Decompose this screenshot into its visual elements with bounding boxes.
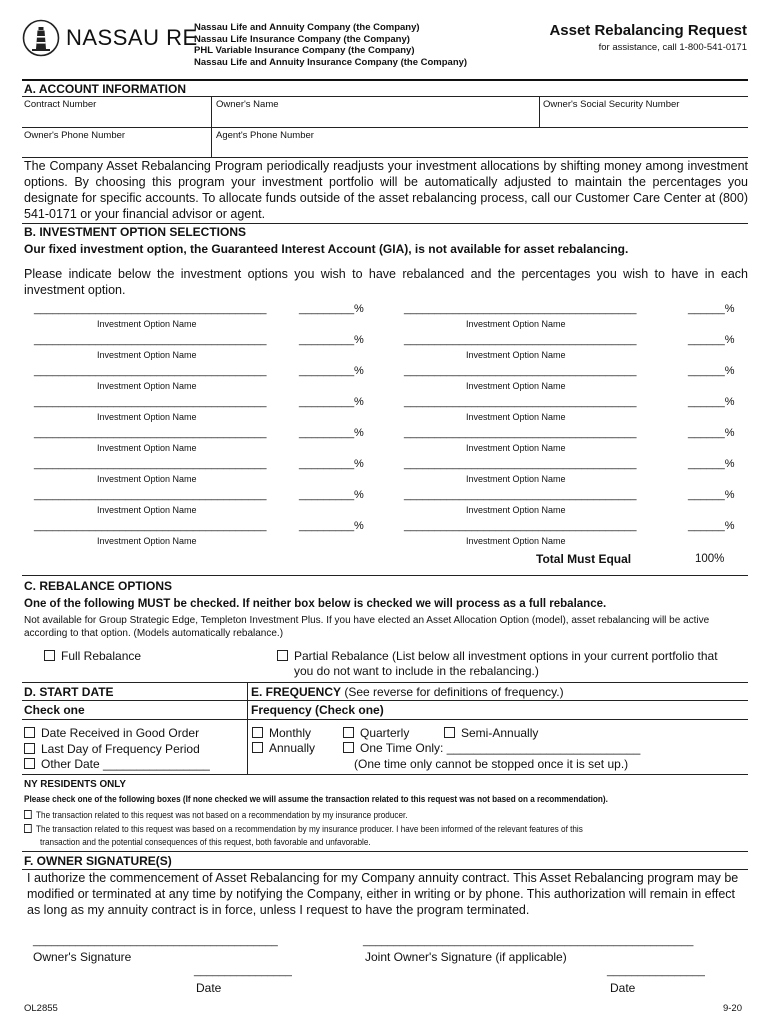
start-date-check-one: Check one bbox=[24, 703, 85, 717]
percentage-input-right[interactable]: ______% bbox=[688, 489, 735, 501]
lighthouse-icon bbox=[22, 19, 60, 57]
frequency-one-time[interactable] bbox=[343, 741, 640, 755]
investment-option-label: Investment Option Name bbox=[97, 350, 197, 360]
frequency-quarterly[interactable] bbox=[343, 726, 409, 740]
investment-option-label: Investment Option Name bbox=[97, 443, 197, 453]
investment-option-input-right[interactable]: ______________________________________ bbox=[404, 427, 637, 439]
percentage-input-left[interactable]: _________% bbox=[299, 303, 364, 315]
percentage-input-left[interactable]: _________% bbox=[299, 396, 364, 408]
percentage-input-left[interactable]: _________% bbox=[299, 365, 364, 377]
section-b-title: B. INVESTMENT OPTION SELECTIONS bbox=[24, 225, 247, 239]
partial-rebalance-label: Partial Rebalance (List below all investment options in your current portfolio that bbox=[294, 649, 718, 663]
checkbox[interactable] bbox=[24, 758, 35, 769]
section-a-title: A. ACCOUNT INFORMATION bbox=[24, 82, 186, 96]
percentage-input-left[interactable]: _________% bbox=[299, 334, 364, 346]
form-title: Asset Rebalancing Request bbox=[549, 22, 747, 39]
section-e-title: E. FREQUENCY bbox=[251, 685, 342, 699]
option-label: Last Day of Frequency Period bbox=[41, 741, 200, 756]
must-check-note: One of the following MUST be checked. If neither box below is checked we will process as a full rebalance. bbox=[24, 598, 607, 610]
investment-option-input-left[interactable]: ______________________________________ bbox=[34, 489, 267, 501]
investment-option-label: Investment Option Name bbox=[466, 412, 566, 422]
option-label: One Time Only: _____________________________ bbox=[360, 741, 641, 755]
percentage-input-left[interactable]: _________% bbox=[299, 489, 364, 501]
total-value: 100% bbox=[695, 553, 725, 565]
company-name: Nassau Life and Annuity Insurance Company (the Company) bbox=[194, 56, 468, 68]
percentage-input-right[interactable]: ______% bbox=[688, 458, 735, 470]
investment-option-input-left[interactable]: ______________________________________ bbox=[34, 396, 267, 408]
company-logo bbox=[22, 18, 198, 58]
owner-date-line[interactable]: ________________ bbox=[194, 965, 292, 977]
investment-option-input-right[interactable]: ______________________________________ bbox=[404, 458, 637, 470]
option-label: The transaction related to this request was not based on a recommendation by my insurance producer. bbox=[36, 810, 408, 821]
investment-option-input-right[interactable]: ______________________________________ bbox=[404, 520, 637, 532]
percentage-input-left[interactable]: _________% bbox=[299, 427, 364, 439]
owner-ssn-field[interactable]: Owner's Social Security Number bbox=[543, 99, 680, 110]
full-rebalance-label: Full Rebalance bbox=[61, 649, 142, 663]
percentage-input-right[interactable]: ______% bbox=[688, 427, 735, 439]
joint-date-label: Date bbox=[610, 981, 636, 995]
checkbox[interactable] bbox=[24, 743, 35, 754]
investment-option-input-right[interactable]: ______________________________________ bbox=[404, 489, 637, 501]
company-list bbox=[194, 22, 467, 68]
one-time-note: (One time only cannot be stopped once it is set up.) bbox=[354, 757, 629, 771]
frequency-monthly[interactable] bbox=[252, 726, 311, 740]
investment-option-label: Investment Option Name bbox=[97, 536, 197, 546]
authorization-text: I authorize the commencement of Asset Rebalancing for my Company annuity contract. This Asset Rebalancing program may be modified or terminated at any time by notifying the Company, either in writing or by phone. This authorization will remain in effect as long as my annuity contract is in force, unless I request to have the program terminated. bbox=[27, 871, 739, 917]
program-description: The Company Asset Rebalancing Program periodically readjusts your investment allocations by shifting money among investment options. By choosing this program your investment portfolio will be automatically adjusted to maintain the percentages you designate for specific accounts. To allocate funds outside of the asset rebalancing process, call our Customer Care Center at (800) 541-0171 or your financial advisor or agent. bbox=[24, 159, 748, 221]
assistance-phone: for assistance, call 1-800-541-0171 bbox=[598, 42, 747, 53]
investment-option-input-left[interactable]: ______________________________________ bbox=[34, 520, 267, 532]
agent-phone-field[interactable]: Agent's Phone Number bbox=[216, 130, 314, 141]
option-label: Other Date ________________ bbox=[41, 757, 210, 771]
start-date-option-other[interactable] bbox=[24, 757, 210, 773]
joint-date-line[interactable]: ________________ bbox=[607, 965, 705, 977]
company-name: Nassau Life and Annuity Company (the Company) bbox=[194, 22, 420, 33]
investment-option-label: Investment Option Name bbox=[466, 536, 566, 546]
ny-title: NY RESIDENTS ONLY bbox=[24, 778, 127, 790]
frequency-semi-annually[interactable] bbox=[444, 726, 538, 740]
percentage-input-right[interactable]: ______% bbox=[688, 365, 735, 377]
percentage-input-right[interactable]: ______% bbox=[688, 334, 735, 346]
investment-option-label: Investment Option Name bbox=[466, 381, 566, 391]
percentage-input-left[interactable]: _________% bbox=[299, 458, 364, 470]
joint-signature-label: Joint Owner's Signature (if applicable) bbox=[365, 950, 567, 964]
form-code: OL2855 bbox=[24, 1003, 58, 1014]
owner-date-label: Date bbox=[196, 981, 222, 995]
investment-option-label: Investment Option Name bbox=[97, 412, 197, 422]
owner-name-field[interactable]: Owner's Name bbox=[216, 99, 279, 110]
start-date-options bbox=[24, 726, 210, 773]
percentage-input-left[interactable]: _________% bbox=[299, 520, 364, 532]
investment-option-label: Investment Option Name bbox=[466, 505, 566, 515]
option-label: Date Received in Good Order bbox=[41, 726, 200, 740]
percentage-input-right[interactable]: ______% bbox=[688, 396, 735, 408]
company-name: Nassau Life Insurance Company (the Company) bbox=[194, 33, 410, 45]
full-rebalance-checkbox[interactable] bbox=[44, 650, 55, 661]
option-label: The transaction related to this request was based on a recommendation by my insurance producer. I have been informed of the relevant features of this bbox=[36, 824, 583, 835]
investment-option-label: Investment Option Name bbox=[97, 474, 197, 484]
investment-option-input-right[interactable]: ______________________________________ bbox=[404, 365, 637, 377]
investment-option-input-right[interactable]: ______________________________________ bbox=[404, 334, 637, 346]
section-e-header bbox=[251, 685, 564, 699]
investment-option-input-left[interactable]: ______________________________________ bbox=[34, 427, 267, 439]
investment-option-input-left[interactable]: ______________________________________ bbox=[34, 458, 267, 470]
owner-phone-field[interactable]: Owner's Phone Number bbox=[24, 130, 126, 141]
frequency-annually[interactable] bbox=[252, 741, 315, 755]
ny-option-not-recommended[interactable] bbox=[24, 810, 408, 821]
checkbox[interactable] bbox=[252, 742, 263, 753]
investment-option-input-right[interactable]: ______________________________________ bbox=[404, 303, 637, 315]
logo-wordmark: NASSAU RE bbox=[66, 25, 198, 50]
frequency-check-one: Frequency (Check one) bbox=[251, 703, 384, 717]
investment-option-label: Investment Option Name bbox=[97, 505, 197, 515]
not-available-note: Not available for Group Strategic Edge, Templeton Investment Plus. If you have elected an Asset Allocation Option (model), asset rebalancing will be active according to that option. (Models automatically rebalance.) bbox=[24, 615, 710, 639]
owner-signature-line[interactable]: ________________________________________ bbox=[33, 935, 278, 947]
partial-rebalance-option[interactable] bbox=[277, 649, 718, 664]
investment-option-label: Investment Option Name bbox=[466, 474, 566, 484]
checkbox[interactable] bbox=[343, 727, 354, 738]
checkbox[interactable] bbox=[343, 742, 354, 753]
investment-option-input-left[interactable]: ______________________________________ bbox=[34, 365, 267, 377]
checkbox[interactable] bbox=[24, 824, 32, 833]
contract-number-field[interactable]: Contract Number bbox=[24, 99, 97, 110]
ny-option-recommended[interactable] bbox=[24, 824, 583, 835]
company-name: PHL Variable Insurance Company (the Company) bbox=[194, 45, 415, 57]
percentage-input-right[interactable]: ______% bbox=[688, 303, 735, 315]
checkbox[interactable] bbox=[252, 727, 263, 738]
investment-option-label: Investment Option Name bbox=[466, 443, 566, 453]
investment-option-label: Investment Option Name bbox=[97, 381, 197, 391]
investment-option-input-left[interactable]: ______________________________________ bbox=[34, 334, 267, 346]
section-e-title-note: (See reverse for definitions of frequency.) bbox=[344, 685, 564, 699]
owner-signature-label: Owner's Signature bbox=[33, 950, 132, 964]
section-d-title: D. START DATE bbox=[24, 685, 114, 699]
checkbox[interactable] bbox=[24, 810, 32, 819]
section-c-title: C. REBALANCE OPTIONS bbox=[24, 579, 173, 593]
ny-option-recommended-cont: transaction and the potential consequences of this request, both favorable and unfavorable. bbox=[40, 837, 371, 848]
investment-option-label: Investment Option Name bbox=[97, 319, 197, 329]
option-label: Semi-Annually bbox=[461, 726, 539, 740]
checkbox[interactable] bbox=[24, 727, 35, 738]
gia-note: Our fixed investment option, the Guaranteed Interest Account (GIA), is not available for asset rebalancing. bbox=[24, 242, 629, 256]
investment-instructions: Please indicate below the investment options you wish to have rebalanced and the percentages you wish to have in each investment option. bbox=[24, 267, 748, 297]
percentage-input-right[interactable]: ______% bbox=[688, 520, 735, 532]
joint-signature-line[interactable]: ______________________________________________________ bbox=[363, 935, 694, 947]
investment-option-input-left[interactable]: ______________________________________ bbox=[34, 303, 267, 315]
start-date-option-last-day[interactable] bbox=[24, 742, 210, 758]
partial-rebalance-label-2: you do not want to include in the rebalancing.) bbox=[294, 664, 539, 678]
form-version: 9-20 bbox=[722, 1003, 742, 1014]
investment-option-label: Investment Option Name bbox=[466, 319, 566, 329]
investment-option-input-right[interactable]: ______________________________________ bbox=[404, 396, 637, 408]
option-label: Quarterly bbox=[360, 726, 410, 740]
ny-instructions: Please check one of the following boxes (If none checked we will assume the transaction related to this request was not based on a recommendation). bbox=[24, 794, 608, 805]
checkbox[interactable] bbox=[444, 727, 455, 738]
full-rebalance-option[interactable] bbox=[44, 649, 141, 663]
investment-option-label: Investment Option Name bbox=[466, 350, 566, 360]
partial-rebalance-checkbox[interactable] bbox=[277, 650, 288, 661]
total-label: Total Must Equal bbox=[536, 552, 632, 566]
start-date-option-received[interactable] bbox=[24, 726, 210, 742]
option-label: Monthly bbox=[269, 726, 312, 740]
option-label: Annually bbox=[269, 741, 316, 755]
section-f-title: F. OWNER SIGNATURE(S) bbox=[24, 854, 172, 868]
